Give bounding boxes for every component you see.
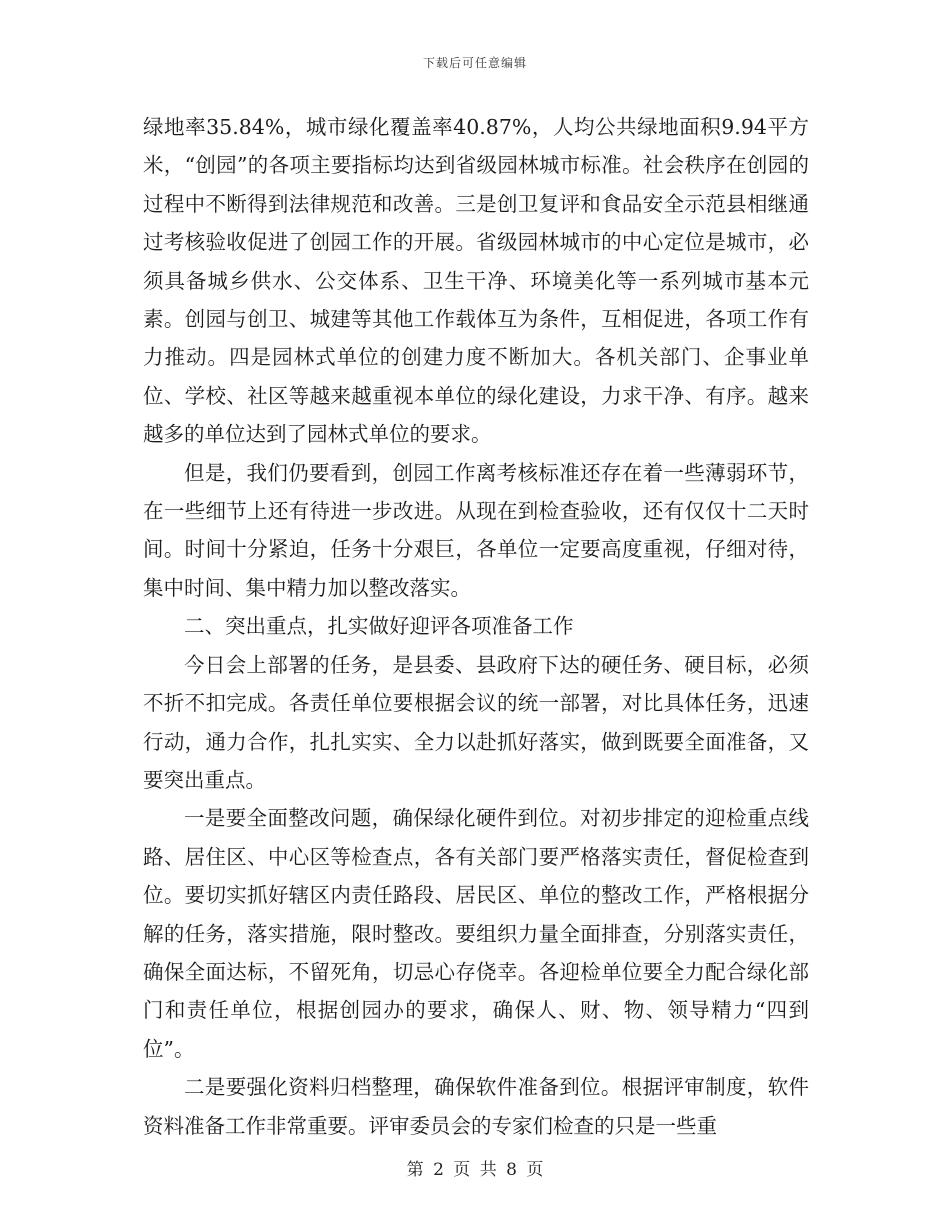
paragraph-5: 二是要强化资料归档整理，确保软件准备到位。根据评审制度，软件资料准备工作非常重要。评审委员会的专家们检查的只是一些重 xyxy=(143,1075,809,1138)
paragraph-4: 一是要全面整改问题，确保绿化硬件到位。对初步排定的迎检重点线路、居住区、中心区等检查点，各有关部门要严格落实责任，督促检查到位。要切实抓好辖区内责任路段、居民区、单位的整改工作，严格根据分解的任务，落实措施，限时整改。要组织力量全面排查，分别落实责任，确保全面达标，不留死角，切忌心存侥幸。各迎检单位要全力配合绿化部门和责任单位，根据创园办的要求，确保人、财、物、领导精力“四到位”。 xyxy=(143,806,809,1061)
section-heading-2: 二、突出重点，扎实做好迎评各项准备工作 xyxy=(184,614,574,639)
paragraph-3: 今日会上部署的任务，是县委、县政府下达的硬任务、硬目标，必须不折不扣完成。各责任单位要根据会议的统一部署，对比具体任务，迅速行动，通力合作，扎扎实实、全力以赴抓好落实，做到既要全面准备，又要突出重点。 xyxy=(143,652,809,792)
document-body xyxy=(143,108,809,1145)
page-header-note: 下载后可任意编辑 xyxy=(422,56,527,70)
paragraph-2: 但是，我们仍要看到，创园工作离考核标准还存在着一些薄弱环节，在一些细节上还有待进一步改进。从现在到检查验收，还有仅仅十二天时间。时间十分紧迫，任务十分艰巨，各单位一定要高度重视，仔细对待，集中时间、集中精力加以整改落实。 xyxy=(143,460,809,600)
paragraph-1: 绿地率35.84%，城市绿化覆盖率40.87%，人均公共绿地面积9.94平方米，“创园”的各项主要指标均达到省级园林城市标准。社会秩序在创园的过程中不断得到法律规范和改善。三是创卫复评和食品安全示范县相继通过考核验收促进了创园工作的开展。省级园林城市的中心定位是城市，必须具备城乡供水、公交体系、卫生干净、环境美化等一系列城市基本元素。创园与创卫、城建等其他工作载体互为条件，互相促进，各项工作有力推动。四是园林式单位的创建力度不断加大。各机关部门、企事业单位、学校、社区等越来越重视本单位的绿化建设，力求干净、有序。越来越多的单位达到了园林式单位的要求。 xyxy=(143,115,809,447)
page-number-footer: 第 2 页 共 8 页 xyxy=(406,1160,544,1180)
